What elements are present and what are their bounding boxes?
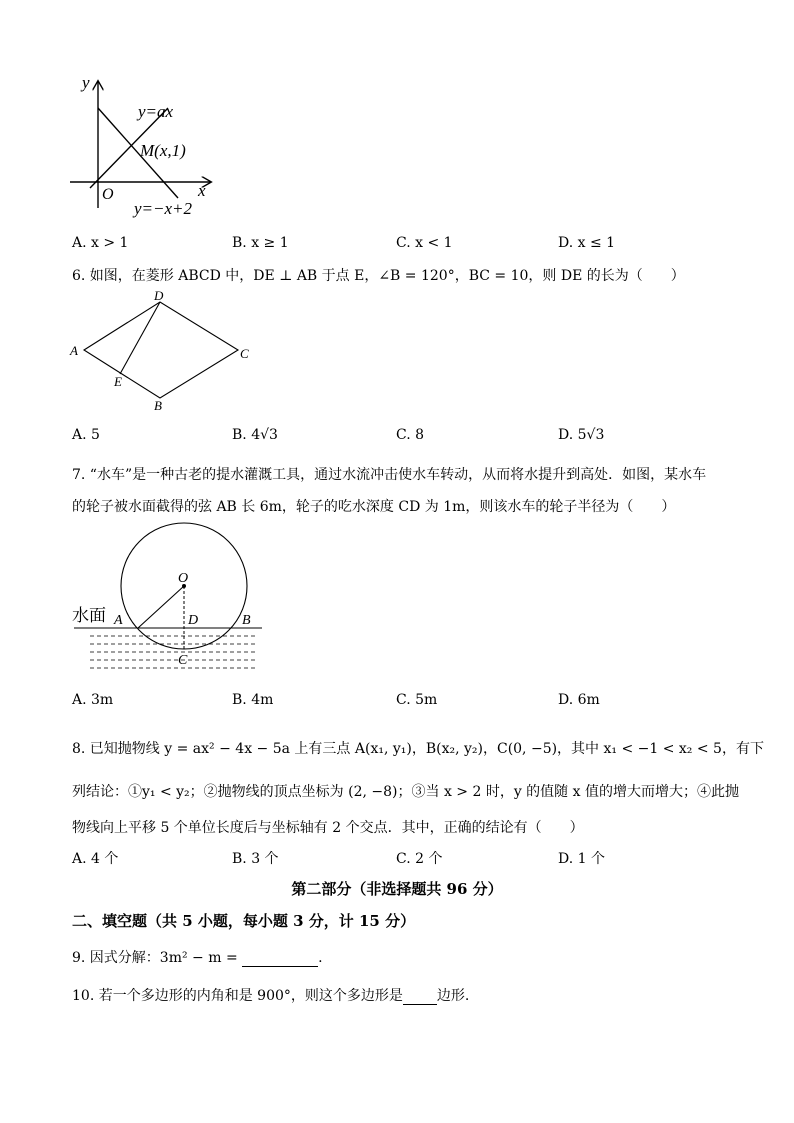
q9-line	[72, 947, 323, 967]
q6-option-d[interactable]: D. 5√3	[558, 427, 605, 443]
y-axis-label: y	[82, 73, 90, 92]
label-b: B	[154, 398, 162, 412]
rhombus-figure	[66, 290, 256, 412]
q7-option-c[interactable]: C. 5m	[396, 692, 438, 708]
origin-label: O	[102, 186, 114, 203]
linear-functions-figure	[60, 68, 230, 220]
q8-option-d[interactable]: D. 1 个	[558, 851, 605, 867]
q6-option-c[interactable]: C. 8	[396, 427, 425, 443]
water-wheel-figure	[66, 520, 266, 680]
line1-label: y=ax	[138, 102, 174, 121]
label-c: C	[178, 653, 188, 668]
label-e: E	[114, 374, 122, 389]
rhombus-abcd	[84, 302, 238, 398]
section2-title: 第二部分（非选择题共 96 分）	[291, 880, 503, 898]
x-axis-label: x	[198, 181, 206, 200]
q7-option-a[interactable]: A. 3m	[72, 692, 114, 708]
q10-line	[72, 985, 469, 1005]
label-a: A	[114, 613, 123, 628]
q10-answer-blank[interactable]	[403, 988, 437, 1005]
q7-text-line1: 7. “水车”是一种古老的提水灌溉工具，通过水流冲击使水车转动，从而将水提升到高处．如图，某水车	[72, 467, 707, 483]
q6-option-b[interactable]: B. 4√3	[232, 427, 278, 443]
label-d: D	[154, 290, 164, 303]
q5-option-d[interactable]: D. x ≤ 1	[558, 235, 616, 251]
q10-suffix: 边形.	[436, 988, 470, 1004]
point-m-label: M(x,1)	[140, 141, 186, 160]
q9-suffix: .	[318, 950, 323, 966]
q5-option-a[interactable]: A. x > 1	[72, 235, 129, 251]
q8-option-a[interactable]: A. 4 个	[72, 851, 119, 867]
q9-prefix: 9. 因式分解：3m² − m =	[72, 950, 238, 966]
label-a: A	[70, 343, 78, 358]
q7-option-b[interactable]: B. 4m	[232, 692, 274, 708]
water-dashes	[90, 636, 258, 668]
label-o: O	[178, 571, 189, 586]
q6-text: 6. 如图，在菱形 ABCD 中，DE ⊥ AB 于点 E，∠B = 120°，BC = 10，则 DE 的长为（ ）	[72, 268, 685, 284]
water-label: 水面	[72, 606, 106, 626]
q8-option-c[interactable]: C. 2 个	[396, 851, 443, 867]
label-c: C	[240, 346, 249, 361]
q7-option-d[interactable]: D. 6m	[558, 692, 600, 708]
q8-text-line1: 8. 已知抛物线 y = ax² − 4x − 5a 上有三点 A(x₁, y₁)，B(x₂, y₂)，C(0, −5)，其中 x₁ < −1 < x₂ < 5，有下	[72, 741, 764, 757]
q5-option-b[interactable]: B. x ≥ 1	[232, 235, 289, 251]
q6-option-a[interactable]: A. 5	[72, 427, 100, 443]
section2-heading: 二、填空题（共 5 小题，每小题 3 分，计 15 分）	[72, 912, 416, 930]
q7-text-line2: 的轮子被水面截得的弦 AB 长 6m，轮子的吃水深度 CD 为 1m，则该水车的轮子半径为（ ）	[72, 499, 676, 515]
radius-oa	[138, 586, 184, 628]
q10-prefix: 10. 若一个多边形的内角和是 900°，则这个多边形是	[72, 988, 403, 1004]
q5-option-c[interactable]: C. x < 1	[396, 235, 453, 251]
segment-de	[120, 302, 160, 374]
q8-option-b[interactable]: B. 3 个	[232, 851, 279, 867]
q9-answer-blank[interactable]	[242, 950, 318, 967]
q8-text-line3: 物线向上平移 5 个单位长度后与坐标轴有 2 个交点．其中，正确的结论有（ ）	[72, 820, 584, 836]
q8-text-line2: 列结论：①y₁ < y₂；②抛物线的顶点坐标为 (2, −8)；③当 x > 2 时，y 的值随 x 值的增大而增大；④此抛	[72, 784, 739, 800]
label-d: D	[188, 613, 199, 628]
label-b: B	[242, 613, 251, 628]
line2-label: y=−x+2	[134, 199, 193, 218]
